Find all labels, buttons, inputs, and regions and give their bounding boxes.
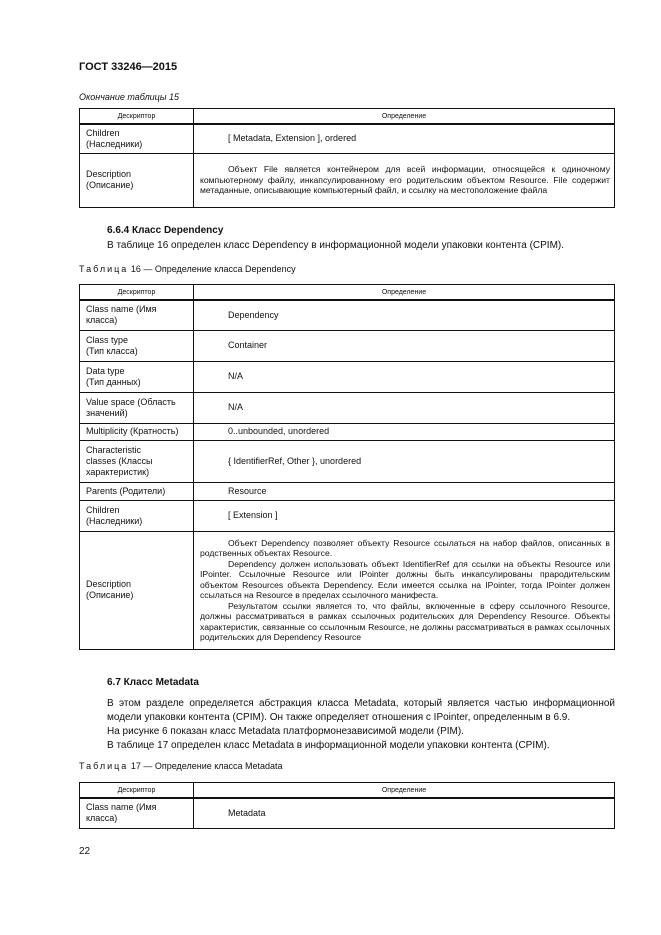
paragraph: В таблице 17 определен класс Metadata в информационной модели упаковки контента (CPIM). <box>107 740 550 751</box>
paragraph: В таблице 16 определен класс Dependency в информационной модели упаковки контента (CPIM). <box>107 240 565 251</box>
row-value: N/A <box>194 392 615 423</box>
row-key: Multiplicity (Кратность) <box>80 423 194 440</box>
description-paragraph: Результатом ссылки является то, что файлы, включенные в сферу ссылочного Resource, должны рассматриваться в рамках ссылочных родительских для Dependency Resource. Объекты характеристик, связанные со ссылочным Resource, не должны рассматриваться в рамках ссылочных родительских для Dependency Resource <box>200 600 610 642</box>
page-number: 22 <box>79 846 91 857</box>
description-paragraph: Объект Dependency позволяет объекту Resource ссылаться на набор файлов, описанных в родственных объектах Resource. <box>200 537 610 558</box>
column-header-descriptor: Дескриптор <box>80 285 194 301</box>
table-row <box>80 423 615 440</box>
table-row <box>80 531 615 649</box>
row-key: Class name (Имя класса) <box>80 300 194 330</box>
row-value: Metadata <box>194 798 615 828</box>
table-16-caption <box>79 264 296 274</box>
row-key: Parents (Родители) <box>80 482 194 500</box>
table-row <box>80 500 615 531</box>
table-row <box>80 392 615 423</box>
section-6-7-text <box>79 697 615 753</box>
section-title-6-6-4: 6.6.4 Класс Dependency <box>107 225 224 236</box>
column-header-definition: Определение <box>194 783 615 799</box>
row-key: Data type (Тип данных) <box>80 361 194 392</box>
column-header-descriptor: Дескриптор <box>80 783 194 799</box>
column-header-definition: Определение <box>194 109 615 125</box>
row-key: Description (Описание) <box>80 531 194 649</box>
row-value: Dependency <box>194 300 615 330</box>
row-value: 0..unbounded, unordered <box>194 423 615 440</box>
row-key: Characteristic classes (Классы характеристик) <box>80 440 194 482</box>
paragraph: В этом разделе определяется абстракция класса Metadata, который является частью информационной модели упаковки контента (CPIM). Он также определяет отношения с IPointer, определенным в 6.9. <box>107 698 615 723</box>
table-row <box>80 153 615 207</box>
column-header-descriptor: Дескриптор <box>80 109 194 125</box>
table-row <box>80 798 615 828</box>
table-15 <box>79 108 615 208</box>
row-value: [ Metadata, Extension ], ordered <box>194 124 615 153</box>
row-key: Children (Наследники) <box>80 500 194 531</box>
row-key: Value space (Область значений) <box>80 392 194 423</box>
row-value <box>194 153 615 207</box>
column-header-definition: Определение <box>194 285 615 301</box>
section-6-6-4-text <box>79 239 615 253</box>
table-row <box>80 440 615 482</box>
table-row <box>80 482 615 500</box>
table-row <box>80 300 615 330</box>
row-key: Class type (Тип класса) <box>80 330 194 361</box>
row-key: Children (Наследники) <box>80 124 194 153</box>
description-paragraph: Dependency должен использовать объект IdentifierRef для ссылки на объекты Resource или IPointer. Ссылочные Resource или IPointer должны быть инкапсулированы прародительским объектом Resources объекта Dependency. Если имеется ссылка на IPointer, тогда IPointer должен ссылаться на Resource в пределах ссылочного манифеста. <box>200 558 610 600</box>
table-row <box>80 124 615 153</box>
table-row <box>80 361 615 392</box>
caption-text: 16 — Определение класса Dependency <box>130 264 296 274</box>
caption-label: Таблица <box>79 761 129 771</box>
row-value: Resource <box>194 482 615 500</box>
table-header-row <box>80 285 615 301</box>
paragraph: На рисунке 6 показан класс Metadata платформонезависимой модели (PIM). <box>107 726 464 737</box>
row-key: Description (Описание) <box>80 153 194 207</box>
row-value: [ Extension ] <box>194 500 615 531</box>
row-value: { IdentifierRef, Other }, unordered <box>194 440 615 482</box>
section-title-6-7: 6.7 Класс Metadata <box>107 677 199 688</box>
table-17-caption <box>79 761 283 771</box>
table-16 <box>79 284 615 650</box>
row-key: Class name (Имя класса) <box>80 798 194 828</box>
caption-label: Таблица <box>79 264 129 274</box>
table-17 <box>79 782 615 829</box>
row-value <box>194 531 615 649</box>
row-value: N/A <box>194 361 615 392</box>
table-header-row <box>80 109 615 125</box>
table-header-row <box>80 783 615 799</box>
table-row <box>80 330 615 361</box>
caption-text: 17 — Определение класса Metadata <box>130 761 283 771</box>
description-text: Объект File является контейнером для всей информации, относящейся к одиночному компьютерному файлу, инкапсулированному его родительским объектом Resource. File содержит метаданные, описывающие компьютерный файл, и ссылку на местоположение файла <box>200 164 610 196</box>
row-value: Container <box>194 330 615 361</box>
page-header: ГОСТ 33246—2015 <box>79 61 178 73</box>
table-15-caption: Окончание таблицы 15 <box>79 92 179 102</box>
